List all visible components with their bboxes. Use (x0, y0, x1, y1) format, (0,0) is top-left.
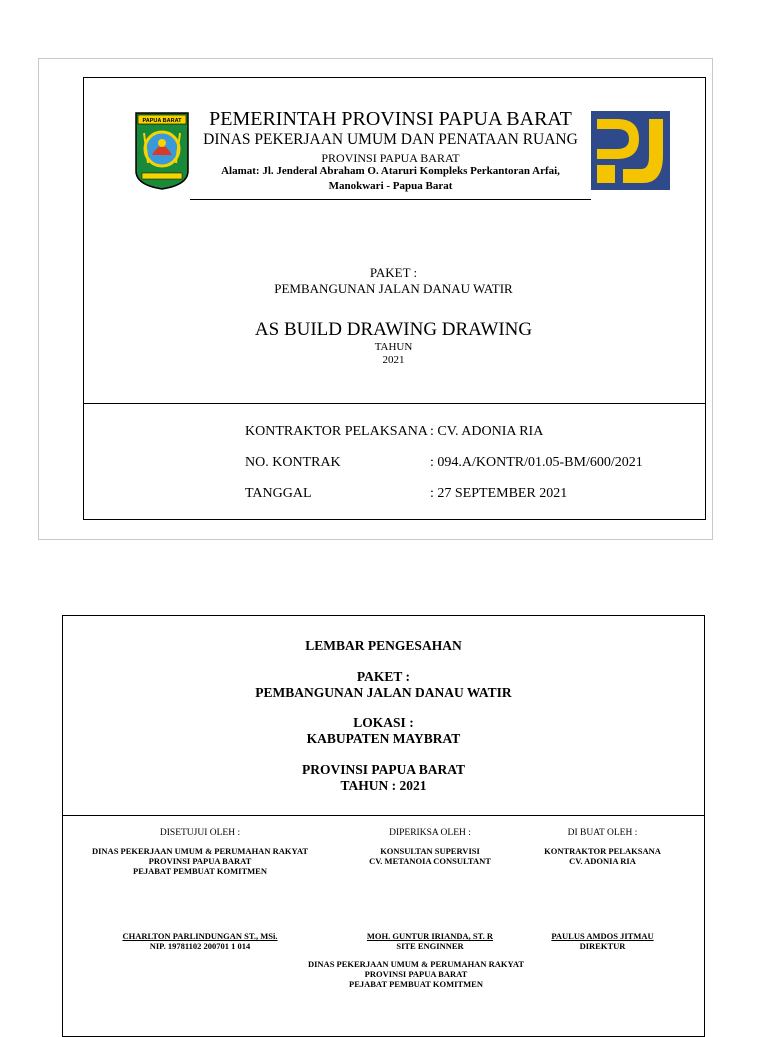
checked-by-org-2: CV. METANOIA CONSULTANT (369, 856, 491, 866)
government-title: PEMERINTAH PROVINSI PAPUA BARAT (209, 108, 572, 130)
approved-by-heading: DISETUJUI OLEH : (159, 828, 241, 838)
tanggal-label: TANGGAL (245, 486, 312, 501)
approval-paket-label: PAKET : (356, 669, 411, 684)
approver-name: CHARLTON PARLINDUNGAN ST., MSi. (122, 931, 278, 941)
checker-name: MOH. GUNTUR IRIANDA, ST. R (366, 931, 494, 941)
province-name: PROVINSI PAPUA BARAT (321, 151, 460, 165)
address-line-1: Alamat: Jl. Jenderal Abraham O. Ataruri Kompleks Perkantoran Arfai, (221, 165, 560, 177)
lokasi-label: LOKASI : (353, 715, 414, 730)
approval-divider (62, 815, 705, 816)
checked-by-org-1: KONSULTAN SUPERVISI (380, 846, 480, 856)
approved-by-org-1: DINAS PEKERJAAN UMUM & PERUMAHAN RAKYAT (91, 846, 309, 856)
address-line-2: Manokwari - Papua Barat (328, 180, 453, 192)
approver-id: NIP. 19781102 200701 1 014 (149, 941, 251, 951)
cover-divider (83, 403, 706, 404)
bottom-org-1: DINAS PEKERJAAN UMUM & PERUMAHAN RAKYAT (307, 959, 525, 969)
bottom-org-2: PROVINSI PAPUA BARAT (364, 969, 468, 979)
tahun-value: 2021 (382, 354, 405, 366)
papua-barat-emblem-icon (134, 111, 190, 190)
tanggal-value: : 27 SEPTEMBER 2021 (430, 486, 568, 501)
approval-province: PROVINSI PAPUA BARAT (301, 762, 465, 777)
document-title: AS BUILD DRAWING DRAWING (254, 319, 533, 340)
made-by-heading: DI BUAT OLEH : (567, 828, 638, 838)
emblem-text: PAPUA BARAT (142, 118, 182, 124)
header-rule (190, 199, 591, 200)
paket-label: PAKET : (369, 265, 418, 280)
kontrak-value: : 094.A/KONTR/01.05-BM/600/2021 (430, 455, 643, 470)
maker-name: PAULUS AMDOS JITMAU (551, 931, 654, 941)
checker-role: SITE ENGINNER (396, 941, 464, 951)
made-by-org-1: KONTRAKTOR PELAKSANA (544, 846, 661, 856)
made-by-org-2: CV. ADONIA RIA (569, 856, 636, 866)
checked-by-heading: DIPERIKSA OLEH : (389, 828, 471, 838)
lokasi-name: KABUPATEN MAYBRAT (306, 731, 461, 746)
kontrak-label: NO. KONTRAK (245, 455, 341, 470)
bottom-org-3: PEJABAT PEMBUAT KOMITMEN (349, 979, 483, 989)
maker-role: DIREKTUR (579, 941, 626, 951)
department-name: DINAS PEKERJAAN UMUM DAN PENATAAN RUANG (203, 131, 578, 148)
paket-name: PEMBANGUNAN JALAN DANAU WATIR (274, 281, 513, 296)
approval-tahun: TAHUN : 2021 (340, 778, 427, 793)
approved-by-org-3: PEJABAT PEMBUAT KOMITMEN (133, 866, 267, 876)
kontraktor-label: KONTRAKTOR PELAKSANA (245, 424, 428, 439)
approved-by-org-2: PROVINSI PAPUA BARAT (148, 856, 252, 866)
tahun-label: TAHUN (374, 341, 413, 353)
approval-paket-name: PEMBANGUNAN JALAN DANAU WATIR (255, 685, 512, 700)
approval-title: LEMBAR PENGESAHAN (305, 638, 462, 653)
kontraktor-value: : CV. ADONIA RIA (430, 424, 544, 439)
pu-logo-icon (591, 111, 670, 190)
